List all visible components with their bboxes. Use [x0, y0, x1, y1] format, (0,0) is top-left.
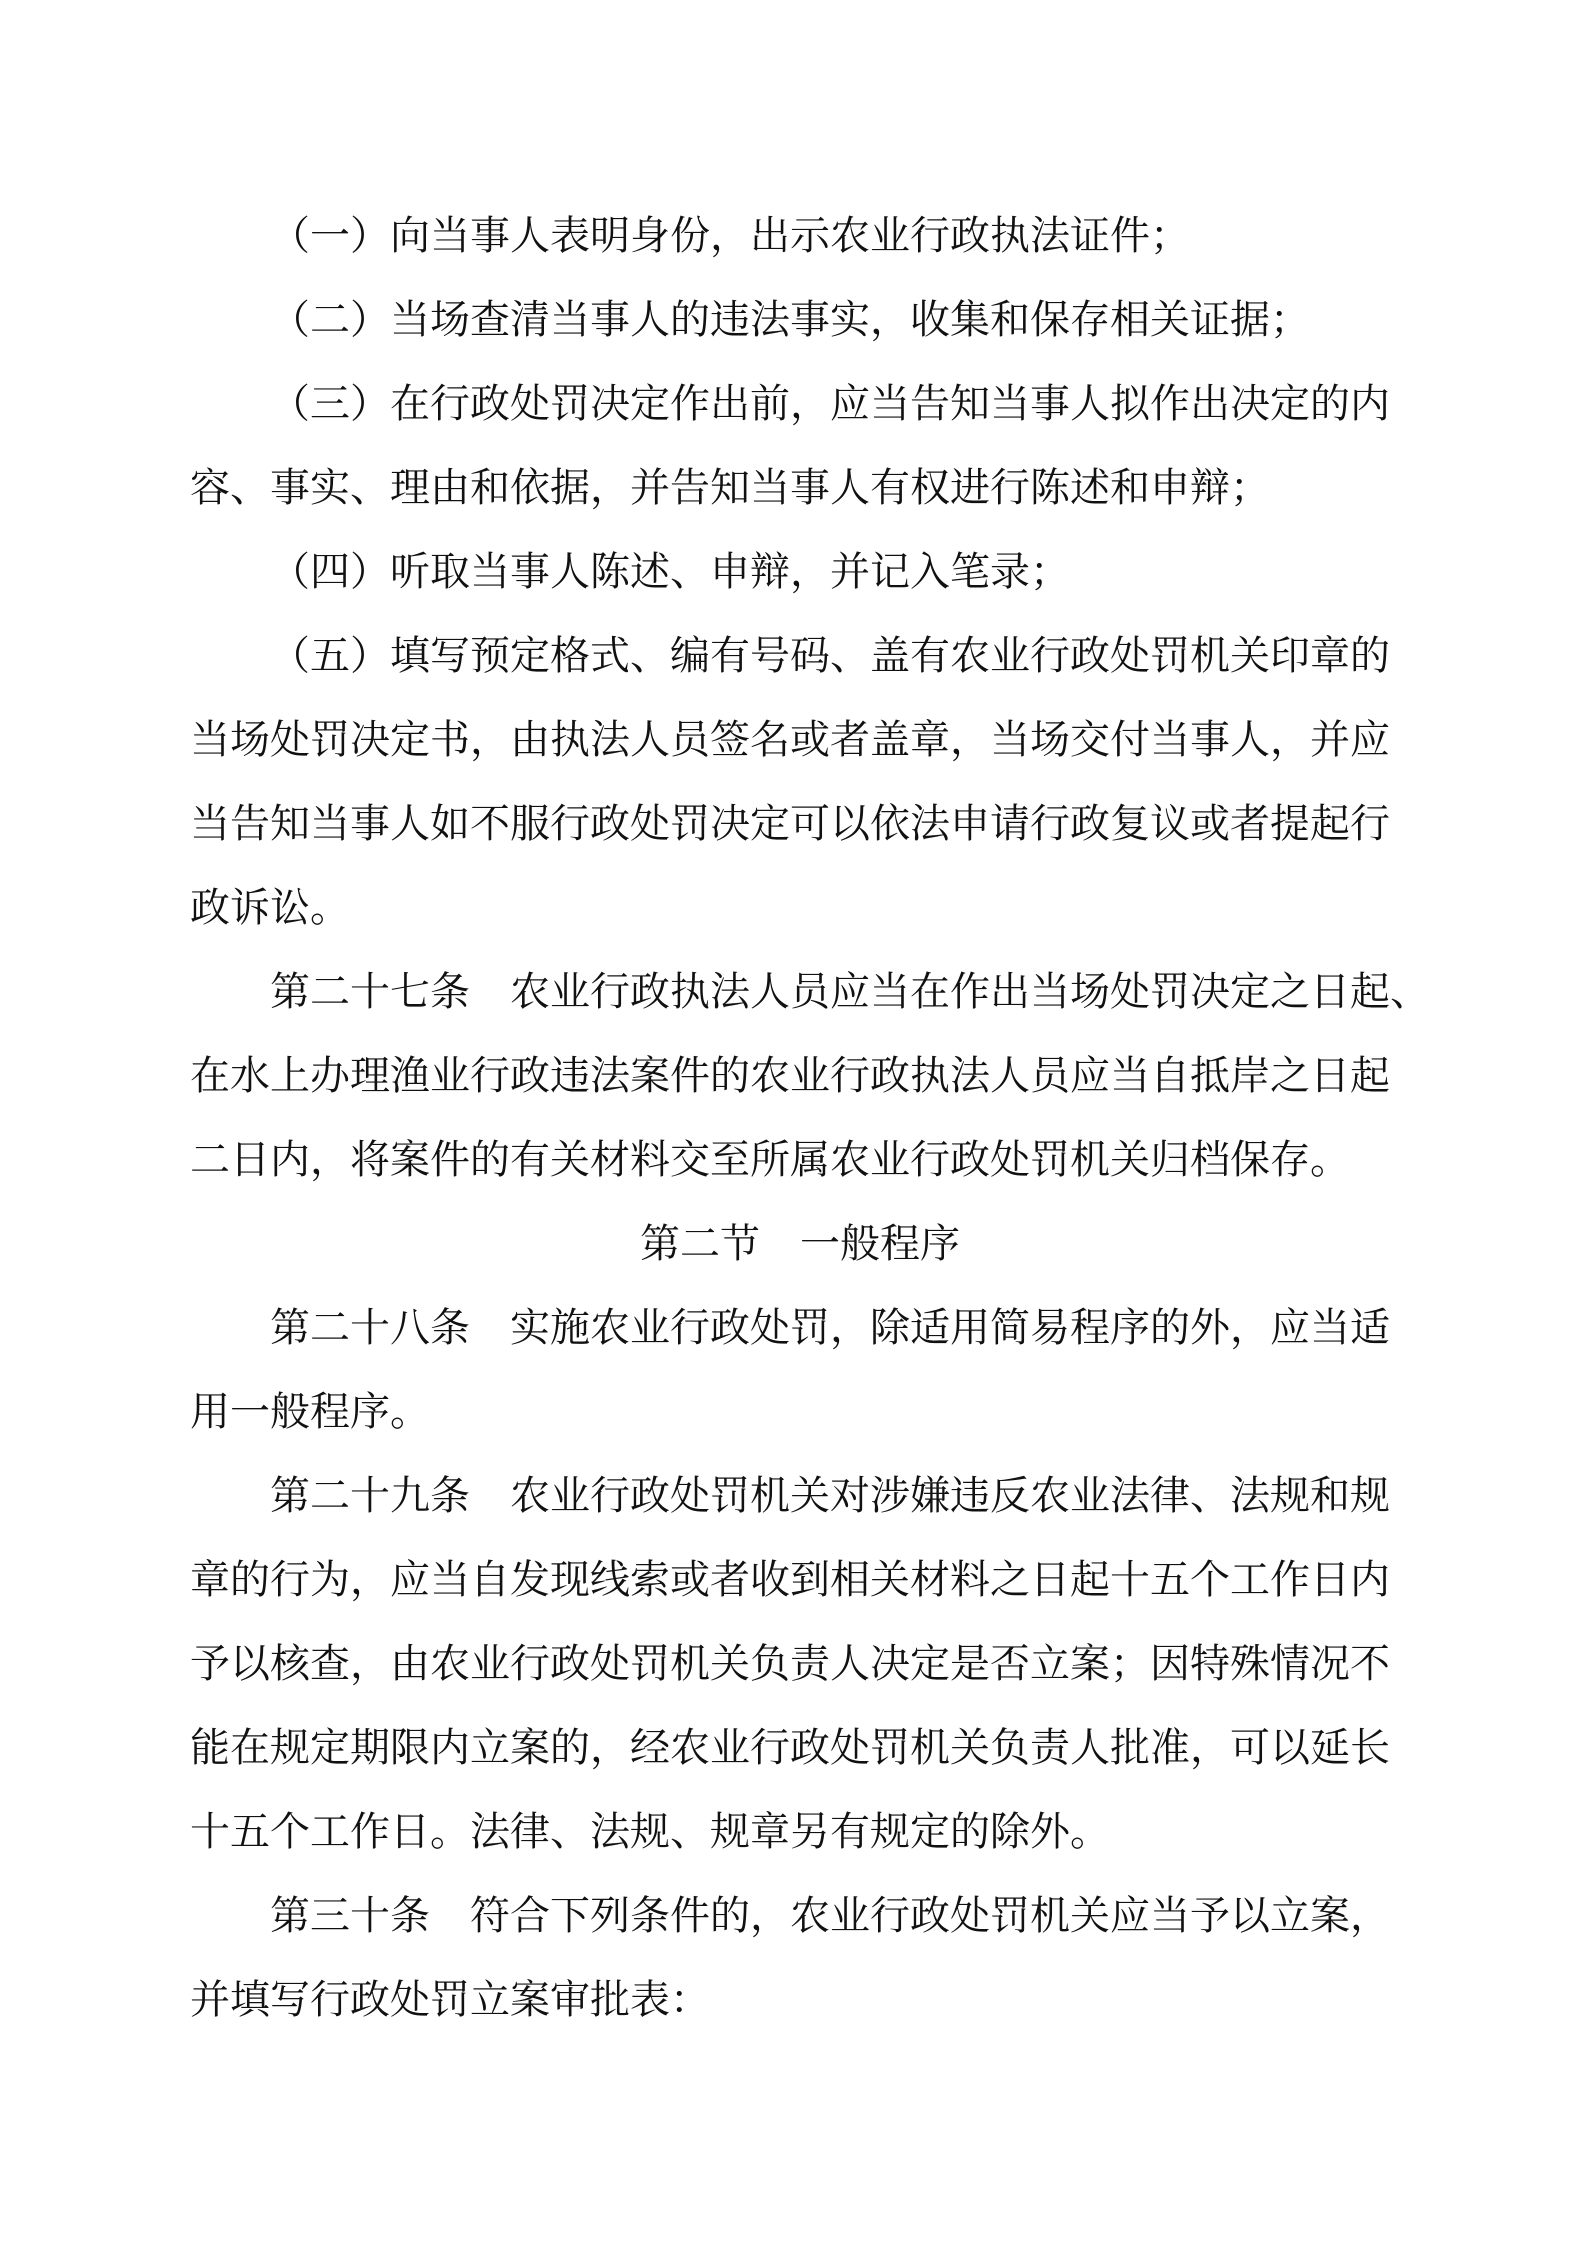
text-line: 当场处罚决定书，由执法人员签名或者盖章，当场交付当事人，并应	[190, 717, 1390, 763]
text-line: 第二十九条 农业行政处罚机关对涉嫌违反农业法律、法规和规	[270, 1473, 1390, 1519]
clause-4	[190, 530, 1410, 614]
text-line: 能在规定期限内立案的，经农业行政处罚机关负责人批准，可以延长	[190, 1725, 1390, 1771]
clause-2	[190, 278, 1410, 362]
text-line: 第二十七条 农业行政执法人员应当在作出当场处罚决定之日起、	[270, 969, 1430, 1015]
document-page	[190, 0, 1430, 2245]
text-line: 用一般程序。	[190, 1389, 430, 1435]
text-line: （三）在行政处罚决定作出前，应当告知当事人拟作出决定的内	[270, 381, 1390, 427]
article-27	[190, 950, 1430, 1202]
text-line: 二日内，将案件的有关材料交至所属农业行政处罚机关归档保存。	[190, 1137, 1350, 1183]
clause-1	[190, 194, 1410, 278]
text-line: 第二十八条 实施农业行政处罚，除适用简易程序的外，应当适	[270, 1305, 1390, 1351]
text-line: 第三十条 符合下列条件的，农业行政处罚机关应当予以立案，	[270, 1893, 1390, 1939]
section-heading	[190, 1202, 1410, 1286]
text-line: （四）听取当事人陈述、申辩，并记入笔录；	[270, 549, 1070, 595]
article-29	[190, 1454, 1410, 1874]
text-line: 当告知当事人如不服行政处罚决定可以依法申请行政复议或者提起行	[190, 801, 1390, 847]
text-line: 并填写行政处罚立案审批表：	[190, 1977, 710, 2023]
article-30	[190, 1874, 1410, 2042]
clause-5	[190, 614, 1410, 950]
text-line: 容、事实、理由和依据，并告知当事人有权进行陈述和申辩；	[190, 465, 1270, 511]
text-line: 予以核查，由农业行政处罚机关负责人决定是否立案；因特殊情况不	[190, 1641, 1390, 1687]
text-line: 章的行为，应当自发现线索或者收到相关材料之日起十五个工作日内	[190, 1557, 1390, 1603]
text-line: 在水上办理渔业行政违法案件的农业行政执法人员应当自抵岸之日起	[190, 1053, 1390, 1099]
section-title: 第二节 一般程序	[640, 1221, 960, 1267]
text-line: （二）当场查清当事人的违法事实，收集和保存相关证据；	[270, 297, 1310, 343]
article-28	[190, 1286, 1410, 1454]
text-line: （一）向当事人表明身份，出示农业行政执法证件；	[270, 213, 1190, 259]
text-line: （五）填写预定格式、编有号码、盖有农业行政处罚机关印章的	[270, 633, 1390, 679]
clause-3	[190, 362, 1410, 530]
text-line: 政诉讼。	[190, 885, 350, 931]
text-line: 十五个工作日。法律、法规、规章另有规定的除外。	[190, 1809, 1110, 1855]
